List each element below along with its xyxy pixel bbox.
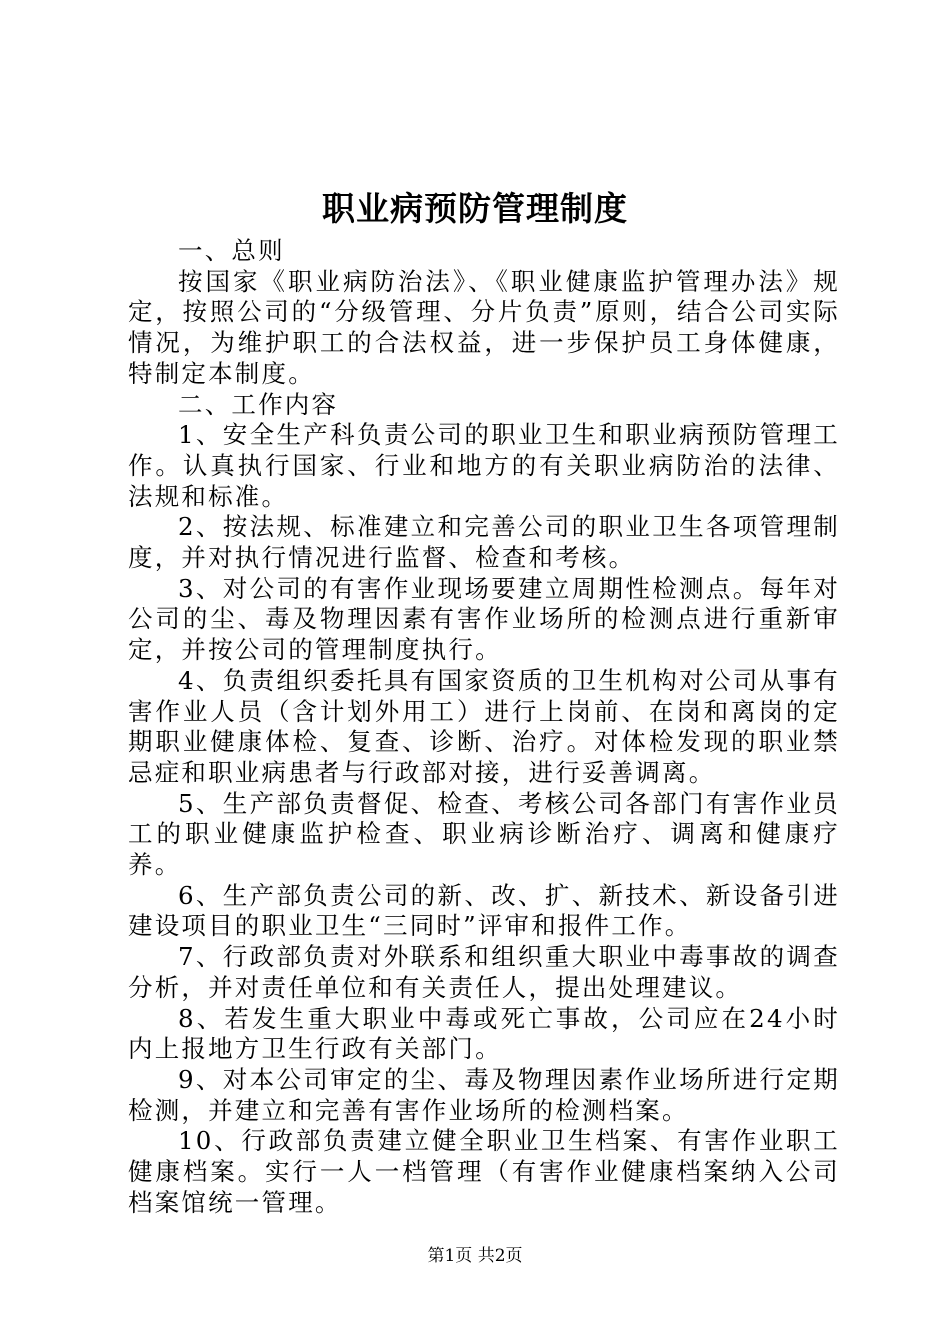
paragraph-item-10: 10、行政部负责建立健全职业卫生档案、有害作业职工健康档案。实行一人一档管理（有害作业健康档案纳入公司档案馆统一管理。 — [128, 1126, 840, 1217]
paragraph-item-9: 9、对本公司审定的尘、毒及物理因素作业场所进行定期检测，并建立和完善有害作业场所的检测档案。 — [128, 1064, 840, 1125]
page-number-footer: 第1页 共2页 — [427, 1246, 523, 1266]
paragraph-item-7: 7、行政部负责对外联系和组织重大职业中毒事故的调查分析，并对责任单位和有关责任人，提出处理建议。 — [128, 942, 840, 1002]
document-title: 职业病预防管理制度 — [322, 189, 628, 228]
paragraph-item-5: 5、生产部负责督促、检查、考核公司各部门有害作业员工的职业健康监护检查、职业病诊断治疗、调离和健康疗养。 — [128, 788, 840, 880]
paragraph-general: 按国家《职业病防治法》、《职业健康监护管理办法》规定，按照公司的“分级管理、分片负责”原则，结合公司实际情况，为维护职工的合法权益，进一步保护员工身体健康，特制定本制度。 — [128, 266, 840, 388]
paragraph-item-2: 2、按法规、标准建立和完善公司的职业卫生各项管理制度，并对执行情况进行监督、检查和考核。 — [128, 512, 840, 573]
section-heading-work-content: 二、工作内容 — [178, 389, 339, 419]
document-body — [128, 236, 840, 1219]
paragraph-item-8: 8、若发生重大职业中毒或死亡事故，公司应在24小时内上报地方卫生行政有关部门。 — [128, 1003, 840, 1064]
section-heading-general: 一、总则 — [178, 236, 285, 265]
paragraph-item-3: 3、对公司的有害作业现场要建立周期性检测点。每年对公司的尘、毒及物理因素有害作业场所的检测点进行重新审定，并按公司的管理制度执行。 — [128, 573, 840, 665]
paragraph-item-1: 1、安全生产科负责公司的职业卫生和职业病预防管理工作。认真执行国家、行业和地方的有关职业病防治的法律、法规和标准。 — [128, 420, 840, 511]
paragraph-item-6: 6、生产部负责公司的新、改、扩、新技术、新设备引进建设项目的职业卫生“三同时”评审和报件工作。 — [128, 880, 840, 941]
paragraph-item-4: 4、负责组织委托具有国家资质的卫生机构对公司从事有害作业人员（含计划外用工）进行上岗前、在岗和离岗的定期职业健康体检、复查、诊断、治疗。对体检发现的职业禁忌症和职业病患者与行政部对接，进行妥善调离。 — [128, 665, 840, 787]
